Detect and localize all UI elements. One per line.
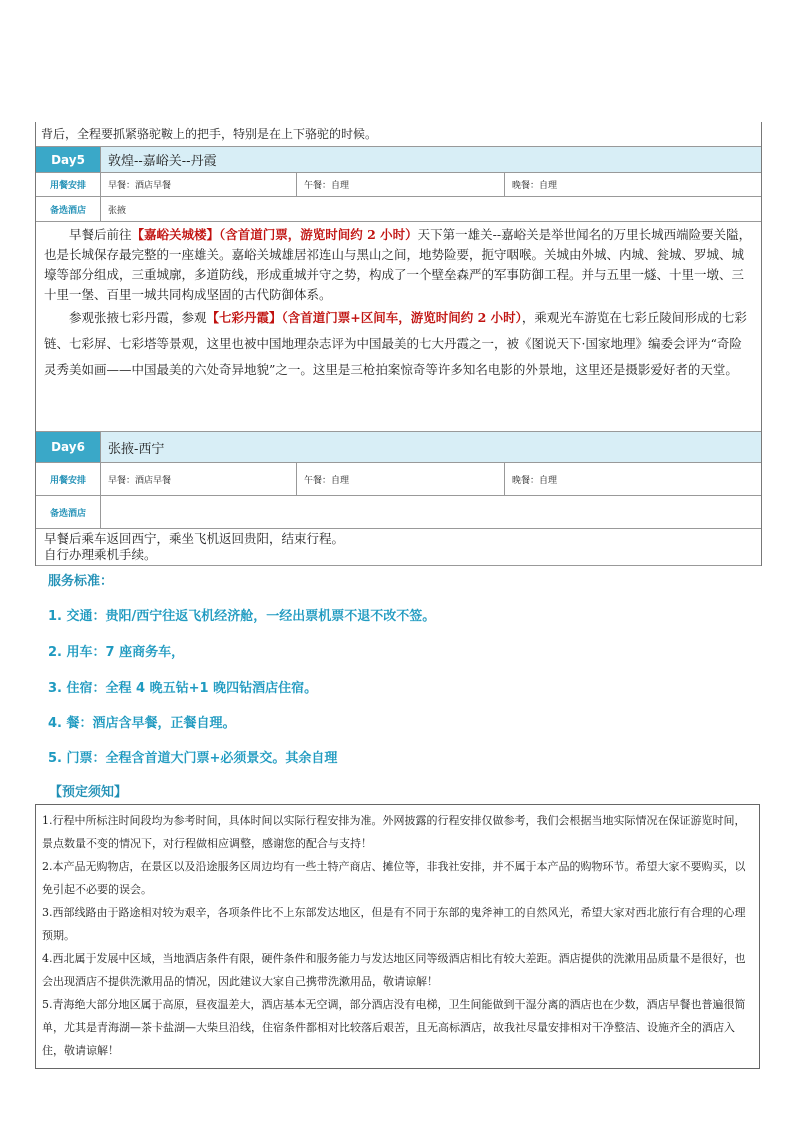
day5-p2-highlight: 【七彩丹霞】（含首道门票+区间车，游览时间约 2 小时） bbox=[206, 310, 522, 325]
notice-item-2: 2.本产品无购物店，在景区以及沿途服务区周边均有一些土特产商店、摊位等，非我社安排，并不属于本产品的购物环节。希望大家不要购买，以免引起不必要的误会。 bbox=[42, 860, 746, 896]
service-item-tickets: 5. 门票：全程含首道大门票+必须景交。其余自理 bbox=[48, 751, 338, 766]
day6-meals-row bbox=[36, 463, 761, 496]
day5-p1-post: 天下第一雄关--嘉峪关是举世闻名的万里长城西端险要关隘，也是长城保存最完整的一座雄关。嘉峪关城雄居祁连山与黑山之间，地势险要，扼守咽喉。关城由外城、内城、瓮城、罗城、城壕等部分组成，三重城廓，多道防线，形成重城并守之势，构成了一个壁垒森严的军事防御工程。并与五里一燧、十里一墩、三十里一堡、百里一城共同构成坚固的古代防御体系。 bbox=[44, 227, 752, 302]
notice-item-4: 4.西北属于发展中区域，当地酒店条件有限，硬件条件和服务能力与发达地区同等级酒店相比有较大差距。酒店提供的洗漱用品质量不是很好，也会出现酒店不提供洗漱用品的情况，因此建议大家自己携带洗漱用品，敬请谅解！ bbox=[42, 952, 746, 988]
itinerary-table bbox=[35, 122, 762, 566]
day5-hotel: 张掖 bbox=[108, 205, 127, 216]
day5-hotel-label: 备选酒店 bbox=[36, 197, 101, 221]
day6-lunch: 午餐：自理 bbox=[297, 463, 505, 495]
notice-item-3: 3.西部线路由于路途相对较为艰辛，各项条件比不上东部发达地区，但是有不同于东部的鬼斧神工的自然风光，希望大家对西北旅行有合理的心理预期。 bbox=[42, 906, 746, 942]
day5-breakfast: 早餐：酒店早餐 bbox=[101, 173, 297, 196]
day5-meals-row bbox=[36, 173, 761, 197]
day5-paragraph-2 bbox=[44, 305, 753, 383]
day5-label: Day5 bbox=[36, 147, 101, 172]
day6-line-1: 早餐后乘车返回西宁，乘坐飞机返回贵阳，结束行程。 bbox=[44, 531, 345, 546]
day6-description bbox=[36, 529, 761, 566]
day6-header bbox=[36, 432, 761, 463]
day6-dinner: 晚餐：自理 bbox=[512, 475, 558, 486]
notice-item-5: 5.青海绝大部分地区属于高原，昼夜温差大，酒店基本无空调，部分酒店没有电梯，卫生间能做到干湿分离的酒店也在少数，酒店早餐也普遍很简单，尤其是青海湖—茶卡盐湖—大柴旦沿线，住宿条件都相对比较落后艰苦，且无高标酒店，故我社尽量安排相对干净整洁、设施齐全的酒店入住，敬请谅解！ bbox=[42, 998, 746, 1057]
day6-breakfast: 早餐：酒店早餐 bbox=[101, 463, 297, 495]
day5-p1-highlight: 【嘉峪关城楼】（含首道门票，游览时间约 2 小时） bbox=[131, 227, 418, 242]
day6-hotel-label: 备选酒店 bbox=[36, 496, 101, 528]
service-item-meals: 4. 餐：酒店含早餐，正餐自理。 bbox=[48, 716, 236, 731]
day4-continuation-text: 背后，全程要抓紧骆驼鞍上的把手，特别是在上下骆驼的时候。 bbox=[36, 122, 761, 147]
day5-paragraph-1 bbox=[44, 225, 753, 305]
day6-line-2: 自行办理乘机手续。 bbox=[44, 547, 157, 562]
day6-title: 张掖-西宁 bbox=[101, 432, 761, 462]
day5-p2-post: ，乘观光车游览在七彩丘陵间形成的七彩链、七彩屏、七彩塔等景观，这里也被中国地理杂志评为中国最美的七大丹霞之一，被《图说天下·国家地理》编委会评为“奇险灵秀美如画——中国最美的六处奇异地貌”之一。这里是三枪拍案惊奇等许多知名电影的外景地，这里还是摄影爱好者的天堂。 bbox=[44, 310, 747, 377]
day5-p2-pre: 参观张掖七彩丹霞，参观 bbox=[69, 310, 207, 325]
day6-hotel-row bbox=[36, 496, 761, 529]
day5-hotel-row bbox=[36, 197, 761, 222]
notice-item-1: 1.行程中所标注时间段均为参考时间，具体时间以实际行程安排为准。外网披露的行程安排仅做参考，我们会根据当地实际情况在保证游览时间，景点数量不变的情况下，对行程做相应调整，感谢您的配合与支持！ bbox=[42, 814, 746, 850]
day5-meal-label: 用餐安排 bbox=[36, 173, 101, 196]
day5-lunch: 午餐：自理 bbox=[297, 173, 505, 196]
day6-hotel bbox=[101, 496, 761, 528]
day5-p1-pre: 早餐后前往 bbox=[69, 227, 132, 242]
service-item-vehicle: 2. 用车：7 座商务车， bbox=[48, 645, 185, 660]
day5-header bbox=[36, 147, 761, 173]
day5-title: 敦煌--嘉峪关--丹霞 bbox=[101, 147, 761, 172]
service-standard-title: 服务标准： bbox=[48, 574, 114, 589]
day6-label: Day6 bbox=[36, 432, 101, 462]
day5-dinner: 晚餐：自理 bbox=[512, 181, 558, 191]
service-item-hotel: 3. 住宿：全程 4 晚五钻+1 晚四钻酒店住宿。 bbox=[48, 681, 318, 696]
booking-notice-title: 【预定须知】 bbox=[49, 785, 128, 800]
day6-meal-label: 用餐安排 bbox=[36, 463, 101, 495]
service-item-transport: 1. 交通：贵阳/西宁往返飞机经济舱，一经出票机票不退不改不签。 bbox=[48, 609, 436, 624]
day5-description bbox=[36, 222, 761, 432]
booking-notice-box bbox=[35, 804, 760, 1069]
